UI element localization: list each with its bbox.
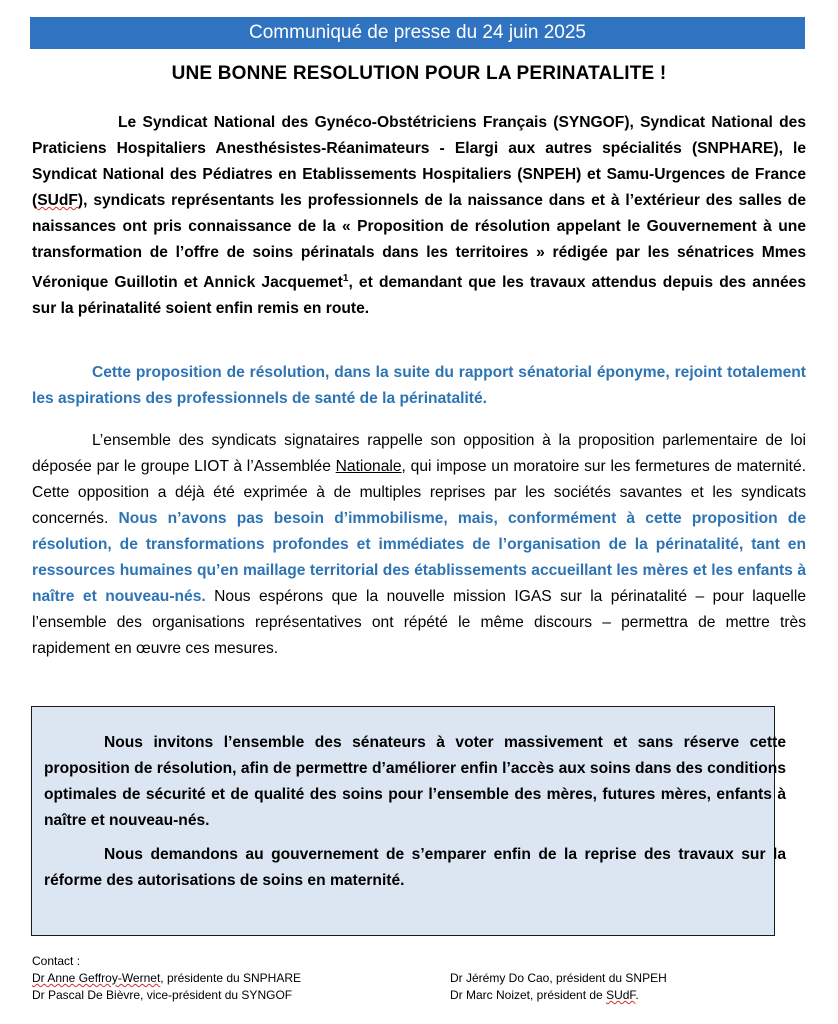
contact-name: Dr Pascal De Bièvre <box>32 988 141 1002</box>
intro-text-a: Le Syndicat National des Gynéco-Obstétriciens Français (SYNGOF), Syndicat National des Praticiens Hospitaliers Anesthésistes-Réanimateurs - Elargi aux autres spécialités (SNPHARE), le Syndicat National des Pédiatres en Etablissements Hospitaliers (SNPEH) et Samu-Urgences de France ( <box>32 114 806 209</box>
opposition-text-b: , qui impose un moratoire sur les fermetures de maternité. Cette opposition a déjà été exprimée à de multiples reprises par les sociétés savantes et les syndicats concernés. <box>32 458 806 527</box>
contact-end: . <box>635 988 639 1002</box>
contact-entry <box>32 987 301 1004</box>
contact-entry <box>32 970 301 987</box>
footnote-marker: 1 <box>342 273 349 284</box>
highlight-paragraph <box>32 360 806 412</box>
box-paragraph-senators <box>44 730 786 834</box>
contact-entry <box>450 987 667 1004</box>
intro-text-b: ), syndicats représentants les professionnels de la naissance dans et à l’extérieur des salles de naissances ont pris connaissance de la « Proposition de résolution appelant le Gouvernement à une transformation de l’offre de soins périnatals dans les territoires » rédigée par les sénatrices Mmes Véronique Guillotin et Annick Jacquemet <box>32 192 806 292</box>
contact-right <box>450 970 667 1004</box>
opposition-text-c: Nous espérons que la nouvelle mission IGAS sur la périnatalité – pour laquelle l’ensemble des organisations représentatives ont répété le même discours – permettra de mettre très rapidement en œuvre ces mesures. <box>32 588 806 657</box>
box-text-2: Nous demandons au gouvernement de s’emparer enfin de la reprise des travaux sur la réforme des autorisations de soins en maternité. <box>44 846 786 889</box>
intro-text-c: , et demandant que les travaux attendus depuis des années sur la périnatalité soient enfin remis en route. <box>32 274 806 318</box>
contact-label: Contact : <box>32 954 81 968</box>
contact-role: , présidente du SNPHARE <box>160 971 302 985</box>
contact-role: , vice-président du SYNGOF <box>140 988 293 1002</box>
contact-role: , président du SNPEH <box>549 971 667 985</box>
box-paragraph-government <box>44 842 786 894</box>
contact-org: SUdF <box>606 988 636 1002</box>
contact-name: Dr Marc Noizet <box>450 988 531 1002</box>
contact-role: , président de <box>530 988 607 1002</box>
call-to-action-box <box>31 706 786 936</box>
opposition-text-a: L’ensemble des syndicats signataires rappelle son opposition à la proposition parlementaire de loi déposée par le groupe LIOT à l’Assemblée <box>32 432 806 475</box>
highlight-text: Cette proposition de résolution, dans la suite du rapport sénatorial éponyme, rejoint totalement les aspirations des professionnels de santé de la périnatalité. <box>32 364 806 407</box>
sudf-abbrev: SUdF <box>37 192 78 209</box>
opposition-paragraph <box>32 428 806 662</box>
contact-left <box>32 953 301 1004</box>
contact-name: Dr Anne Geffroy-Wernet <box>32 971 161 985</box>
contact-entry <box>450 970 667 987</box>
contact-name: Dr Jérémy Do Cao <box>450 971 550 985</box>
intro-paragraph <box>32 110 806 322</box>
box-text-1: Nous invitons l’ensemble des sénateurs à voter massivement et sans réserve cette proposition de résolution, afin de permettre d’améliorer enfin l’accès aux soins dans des conditions optimales de sécurité et de qualité des soins pour l’ensemble des mères, futures mères, enfants à naître et nouveau-nés. <box>44 734 786 829</box>
page-title: UNE BONNE RESOLUTION POUR LA PERINATALITE ! <box>171 63 667 84</box>
nationale-word: Nationale <box>335 458 402 475</box>
opposition-highlight: Nous n’avons pas besoin d’immobilisme, mais, conformément à cette proposition de résolution, de transformations profondes et immédiates de l’organisation de la périnatalité, tant en ressources humaines qu’en maillage territorial des établissements accueillant les mères et les enfants à naître et nouveau-nés. <box>32 510 806 605</box>
date-banner: Communiqué de presse du 24 juin 2025 <box>30 17 805 49</box>
